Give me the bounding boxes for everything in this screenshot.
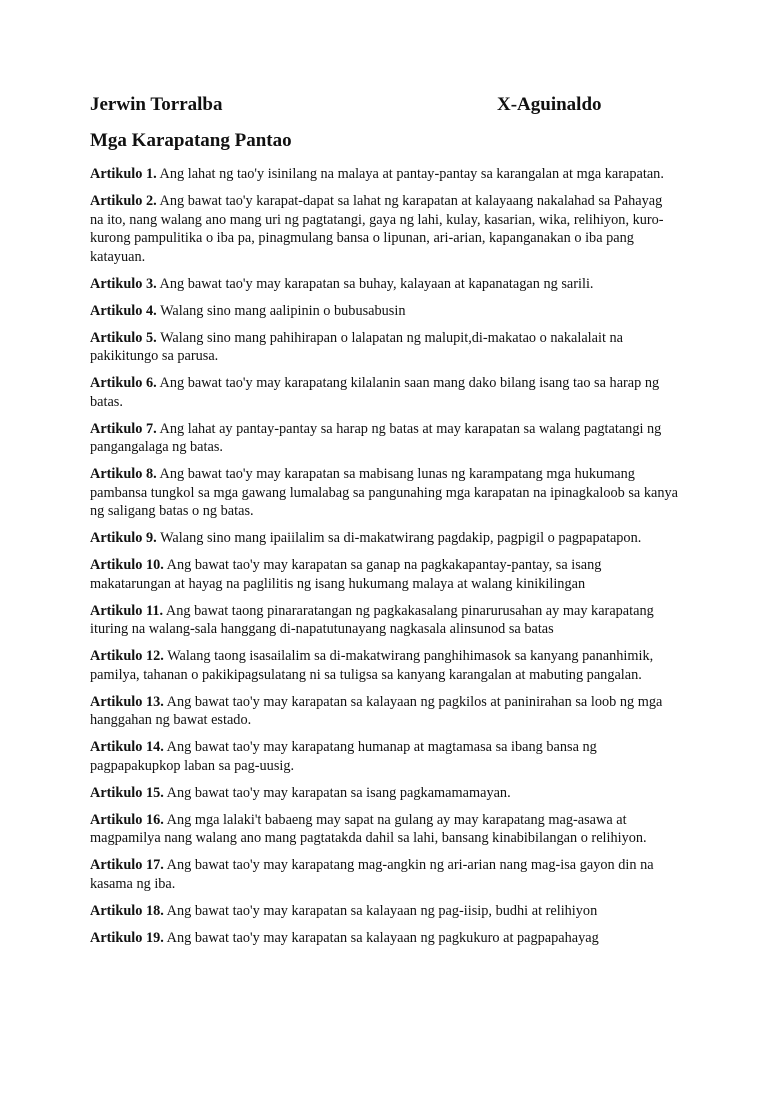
article-paragraph [90, 275, 678, 294]
article-number: Artikulo 7. [90, 420, 157, 437]
article-number: Artikulo 12. [90, 648, 164, 664]
article-paragraph [90, 693, 678, 730]
article-number: Artikulo 17. [90, 857, 164, 873]
article-text: Ang mga lalaki't babaeng may sapat na gulang ay may karapatang mag-asawa at magpamilya nang walang ano mang pagtatakda dahil sa lahi, bansang kinabibilangan o relihiyon. [90, 811, 647, 846]
article-paragraph [90, 811, 678, 848]
article-number: Artikulo 16. [90, 811, 164, 828]
article-text: Ang bawat tao'y may karapatan sa kalayaan ng pagkukuro at pagpapahayag [166, 929, 599, 946]
article-paragraph [90, 374, 678, 411]
article-text: Walang sino mang aalipinin o bubusabusin [160, 302, 406, 319]
article-paragraph [90, 602, 678, 639]
article-number: Artikulo 18. [90, 902, 164, 919]
article-paragraph [90, 165, 678, 184]
article-text: Ang bawat tao'y may karapatan sa kalayaan ng pag-iisip, budhi at relihiyon [166, 902, 598, 919]
article-text: Ang bawat taong pinararatangan ng pagkakasalang pinarurusahan ay may karapatang ituring na walang-sala hanggang di-napatutunayang nagkasala alinsunod sa batas [90, 602, 654, 637]
article-number: Artikulo 13. [90, 693, 164, 710]
article-number: Artikulo 4. [90, 302, 157, 319]
article-paragraph [90, 647, 678, 684]
article-text: Ang bawat tao'y may karapatan sa buhay, kalayaan at kapanatagan ng sarili. [159, 275, 594, 292]
article-number: Artikulo 10. [90, 557, 164, 573]
article-paragraph [90, 929, 678, 948]
article-paragraph [90, 302, 678, 321]
article-number: Artikulo 2. [90, 193, 157, 209]
author-name: Jerwin Torralba [90, 94, 223, 115]
article-text: Ang bawat tao'y may karapatan sa kalayaan ng pagkilos at paninirahan sa loob ng mga hanggahan ng bawat estado. [90, 693, 663, 728]
article-number: Artikulo 15. [90, 784, 164, 801]
article-number: Artikulo 19. [90, 929, 164, 946]
article-text: Ang bawat tao'y may karapatan sa ganap na pagkakapantay-pantay, sa isang makatarungan at hayag na paglilitis ng isang hukumang malaya at walang kinikilingan [90, 557, 602, 592]
article-text: Ang lahat ay pantay-pantay sa harap ng batas at may karapatan sa walang pagtatangi ng pangangalaga ng batas. [90, 420, 662, 455]
article-text: Ang bawat tao'y may karapatang mag-angkin ng ari-arian nang mag-isa gayon din na kasama ng iba. [90, 857, 654, 892]
article-number: Artikulo 14. [90, 739, 164, 755]
article-text: Ang bawat tao'y may karapatang humanap at magtamasa sa ibang bansa ng pagpapakupkop laban sa pag-uusig. [90, 739, 597, 774]
article-text: Ang bawat tao'y may karapatan sa mabisang lunas ng karampatang mga hukumang pambansa tungkol sa mga gawang lumalabag sa pangunahing mga karapatan na ipinagkaloob sa kanya ng saligang batas o ng batas. [90, 466, 678, 519]
class-section: X-Aguinaldo [497, 94, 602, 115]
article-paragraph [90, 902, 678, 921]
article-paragraph [90, 784, 678, 803]
article-paragraph [90, 529, 678, 548]
article-paragraph [90, 420, 678, 457]
article-paragraph [90, 738, 678, 775]
article-paragraph [90, 192, 678, 266]
article-paragraph [90, 329, 678, 366]
article-number: Artikulo 11. [90, 602, 164, 619]
article-number: Artikulo 6. [90, 375, 157, 391]
article-text: Ang lahat ng tao'y isinilang na malaya at pantay-pantay sa karangalan at mga karapatan. [159, 166, 664, 182]
article-text: Ang bawat tao'y may karapatan sa isang pagkamamamayan. [166, 784, 511, 801]
article-number: Artikulo 1. [90, 166, 157, 182]
article-paragraph [90, 556, 678, 593]
article-paragraph [90, 856, 678, 893]
article-number: Artikulo 3. [90, 275, 157, 292]
article-text: Walang sino mang ipaiilalim sa di-makatwirang pagdakip, pagpigil o pagpapatapon. [160, 530, 642, 546]
article-paragraph [90, 465, 678, 521]
article-text: Ang bawat tao'y karapat-dapat sa lahat ng karapatan at kalayaang nakalahad sa Pahayag na ito, nang walang ano mang uri ng pagtatangi, gaya ng lahi, kulay, kasarian, wika, relihiyon, kuro-kurong pampulitika o iba pa, pinagmulang bansa o lipunan, ari-arian, kapanganakan o iba pang katayuan. [90, 193, 664, 265]
document-header [90, 94, 678, 118]
document-title: Mga Karapatang Pantao [90, 130, 292, 151]
article-number: Artikulo 9. [90, 530, 157, 546]
article-number: Artikulo 5. [90, 329, 157, 346]
document-page [0, 94, 768, 1118]
article-number: Artikulo 8. [90, 466, 157, 482]
article-text: Walang taong isasailalim sa di-makatwirang panghihimasok sa kanyang pananhimik, pamilya, tahanan o pakikipagsulatang ni sa tuligsa sa kanyang karangalan at mabuting pangalan. [90, 648, 654, 683]
article-text: Walang sino mang pahihirapan o lalapatan ng malupit,di-makatao o nakalalait na pakikitungo sa parusa. [90, 329, 624, 364]
article-list [90, 165, 678, 947]
article-text: Ang bawat tao'y may karapatang kilalanin saan mang dako bilang isang tao sa harap ng batas. [90, 375, 660, 410]
